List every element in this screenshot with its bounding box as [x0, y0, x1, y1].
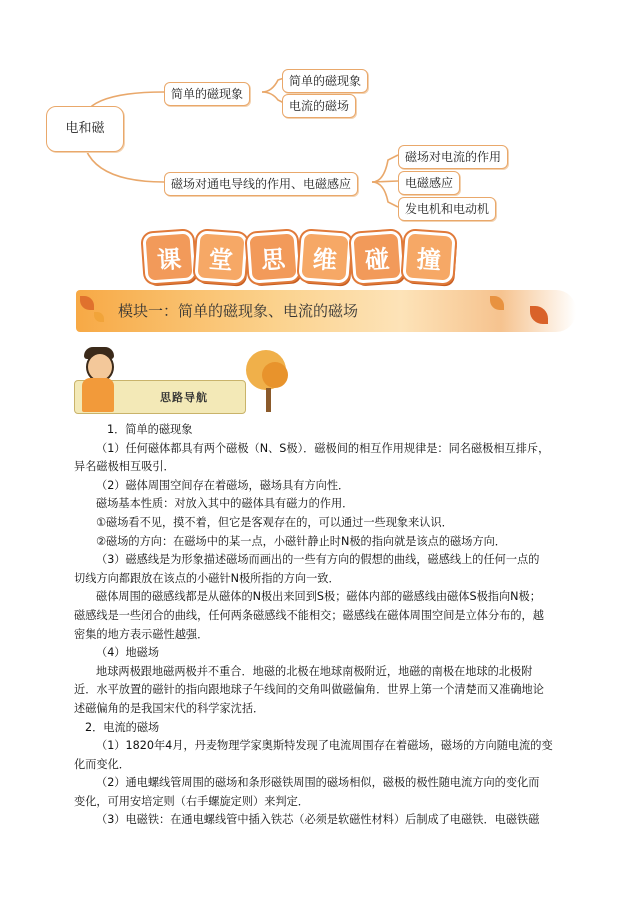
text-line: （4）地磁场: [96, 646, 160, 660]
mindmap-branch-label: 简单的磁现象: [171, 87, 244, 101]
mindmap-root: [46, 106, 124, 152]
mindmap-leaf-label: 电磁感应: [405, 176, 454, 190]
text-line: 化而变化．: [74, 757, 130, 771]
banner-char: 碰: [350, 230, 403, 283]
text-line: 变化，可用安培定则（右手螺旋定则）来判定．: [74, 794, 309, 808]
section-heading: 1．简单的磁现象: [107, 423, 193, 436]
mindmap-leaf-em-induction: [398, 171, 460, 195]
tree-icon-trunk: [266, 388, 271, 412]
banner-char: 课: [142, 230, 195, 283]
text-line: 磁体周围的磁感线都是从磁体的N极出来回到S极；磁体内部的磁感线由磁体S极指向N极；: [96, 590, 541, 604]
section-heading: 2．电流的磁场: [85, 720, 160, 734]
text-line: 异名磁极相互吸引．: [74, 460, 175, 474]
banner-char: 撞: [402, 230, 455, 283]
text-line: （2）通电螺线管周围的磁场和条形磁铁周围的磁场相似，磁极的极性随电流方向的变化而: [96, 776, 540, 790]
module-title: 模块一：简单的磁现象、电流的磁场: [118, 302, 359, 320]
text-line: （2）磁体周围空间存在着磁场，磁场具有方向性．: [96, 478, 350, 492]
content-body: [74, 421, 564, 830]
text-line: 述磁偏角的是我国宋代的科学家沈括．: [74, 701, 265, 715]
mindmap-leaf-label: 电流的磁场: [289, 99, 350, 113]
text-line: 磁感线是一些闭合的曲线，任何两条磁感线不能相交；磁感线在磁体周围空间是立体分布的，越: [74, 608, 544, 622]
mindmap-branch-label: 磁场对通电导线的作用、电磁感应: [171, 177, 352, 191]
tree-icon-foliage: [262, 362, 288, 388]
mindmap-branch-simple-magnetism: [164, 82, 250, 106]
text-line: 磁场基本性质：对放入其中的磁体具有磁力的作用．: [96, 497, 354, 511]
text-line: 地球两极跟地磁两极并不重合．地磁的北极在地球南极附近，地磁的南极在地球的北极附: [96, 664, 533, 678]
mindmap-leaf-label: 磁场对电流的作用: [405, 150, 502, 164]
text-line: ②磁场的方向：在磁场中的某一点，小磁针静止时N极的指向就是该点的磁场方向．: [96, 534, 506, 548]
mindmap-leaf-current-field: [282, 94, 356, 118]
text-line: 近．水平放置的磁针的指向跟地球子午线间的交角叫做磁偏角．世界上第一个清楚而又准确地论: [74, 683, 544, 697]
text-line: 密集的地方表示磁性越强．: [74, 627, 209, 641]
guide-title: 思路导航: [160, 391, 208, 404]
mindmap-leaf-field-on-current: [398, 145, 508, 169]
classroom-banner: [144, 232, 454, 282]
text-line: （3）磁感线是为形象描述磁场而画出的一些有方向的假想的曲线，磁感线上的任何一点的: [96, 553, 540, 567]
mindmap-branch-field-on-wire: [164, 172, 358, 196]
text-line: （1）任何磁体都具有两个磁极（N、S极）．磁极间的相互作用规律是：同名磁极相互排斥，: [96, 441, 550, 455]
text-line: ①磁场看不见，摸不着，但它是客观存在的，可以通过一些现象来认识．: [96, 515, 453, 529]
mindmap-leaf-label: 发电机和电动机: [405, 202, 490, 216]
text-line: （1）1820年4月，丹麦物理学家奥斯特发现了电流周围存在着磁场，磁场的方向随电流的变: [96, 739, 553, 753]
text-line: 切线方向都跟放在该点的小磁针N极所指的方向一致．: [74, 571, 340, 585]
text-line: （3）电磁铁：在通电螺线管中插入铁芯（必须是软磁性材料）后制成了电磁铁．电磁铁磁: [96, 813, 540, 827]
mindmap-root-label: 电和磁: [65, 121, 105, 136]
mindmap-leaf-generator-motor: [398, 197, 496, 221]
banner-char: 维: [298, 230, 351, 283]
mindmap-leaf-label: 简单的磁现象: [289, 74, 362, 88]
mindmap-leaf-simple-magnetism: [282, 69, 368, 93]
boy-illustration-body: [82, 378, 114, 412]
banner-char: 堂: [194, 230, 247, 283]
banner-char: 思: [246, 230, 299, 283]
